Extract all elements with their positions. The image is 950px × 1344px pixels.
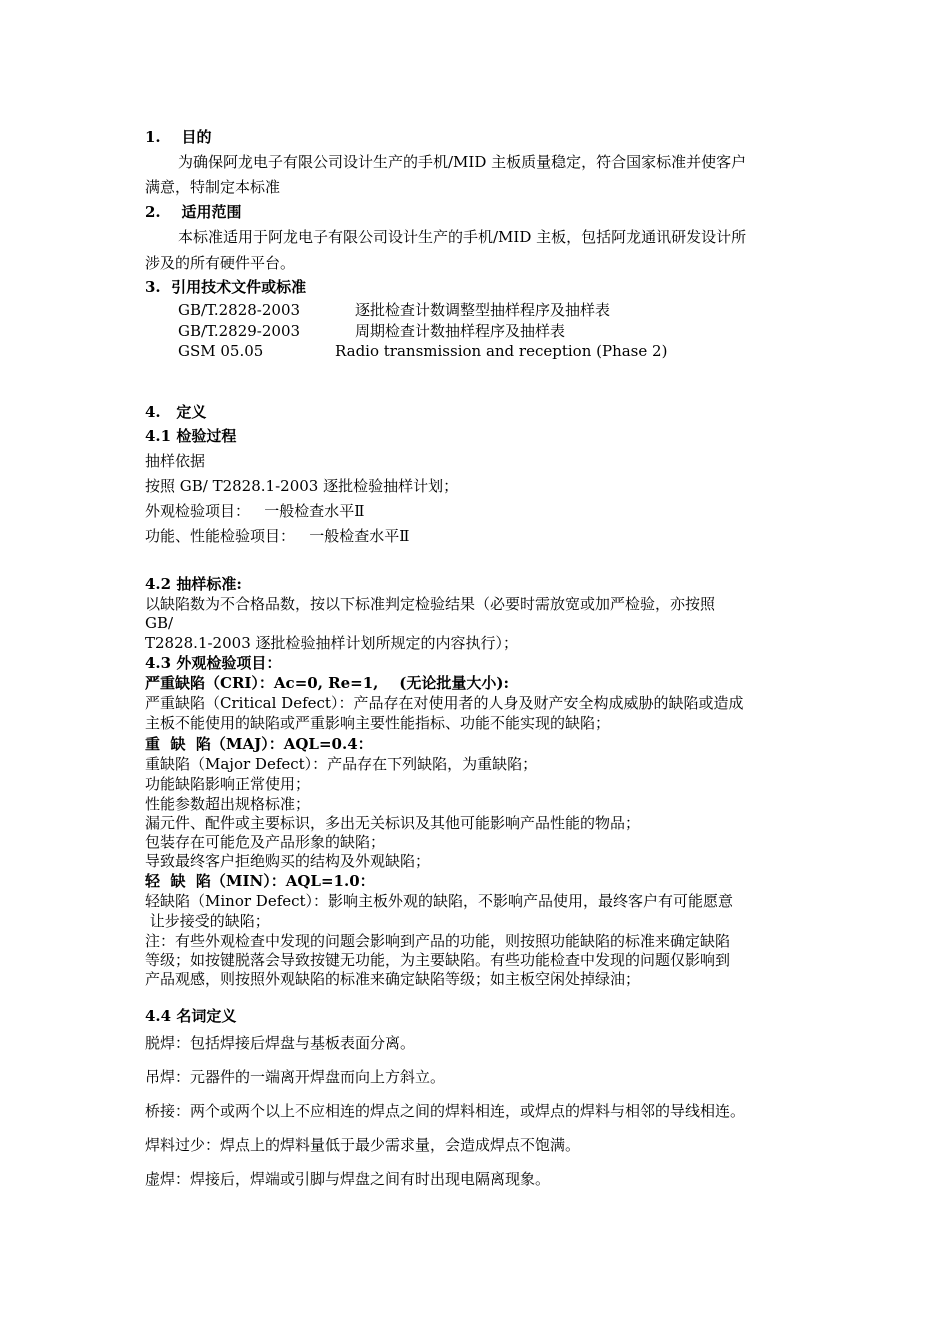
text-line: 轻缺陷（Minor Defect）：影响主板外观的缺陷，不影响产品使用，最终客户有可能愿意 [145,892,734,910]
text-line: 抽样依据 [145,452,206,470]
text-line: T2828.1-2003 逐批检验抽样计划所规定的内容执行）； [145,634,519,652]
section-1-heading: 1. 目的 [145,128,212,146]
text-line: 外观检验项目： 一般检查水平Ⅱ [145,502,365,520]
reference-title: 周期检查计数抽样程序及抽样表 [355,322,566,340]
text-line: 包装存在可能危及产品形象的缺陷； [145,833,386,851]
major-defect-heading: 重 缺 陷（MAJ）：AQL=0.4： [145,735,373,753]
section-3-heading: 3. 引用技术文件或标准 [145,278,307,296]
text-line: 严重缺陷（Critical Defect）：产品存在对使用者的人身及财产安全构成威胁的缺陷或造成 [145,694,744,712]
section-1-text-line: 满意，特制定本标准 [145,178,281,196]
text-line: 主板不能使用的缺陷或严重影响主要性能指标、功能不能实现的缺陷； [145,714,611,732]
term-definition: 桥接：两个或两个以上不应相连的焊点之间的焊料相连，或焊点的焊料与相邻的导线相连。 [145,1102,746,1120]
reference-code: GSM 05.05 [178,342,264,360]
text-line: 注：有些外观检查中发现的问题会影响到产品的功能，则按照功能缺陷的标准来确定缺陷 [145,932,731,950]
minor-defect-heading: 轻 缺 陷（MIN）：AQL=1.0： [145,872,375,890]
section-2-heading: 2. 适用范围 [145,203,242,221]
term-definition: 虚焊：焊接后，焊端或引脚与焊盘之间有时出现电隔离现象。 [145,1170,551,1188]
subsection-4-3-heading: 4.3 外观检验项目： [145,654,282,672]
subsection-4-1-heading: 4.1 检验过程 [145,427,237,445]
term-definition: 吊焊：元器件的一端离开焊盘而向上方斜立。 [145,1068,446,1086]
term-definition: 脱焊：包括焊接后焊盘与基板表面分离。 [145,1034,416,1052]
section-1-text-line: 为确保阿龙电子有限公司设计生产的手机/MID 主板质量稳定，符合国家标准并使客户 [178,153,747,171]
text-line: 让步接受的缺陷； [145,912,270,930]
subsection-4-2-heading: 4.2 抽样标准: [145,575,242,593]
text-line: 产品观感，则按照外观缺陷的标准来确定缺陷等级；如主板空闲处掉绿油； [145,970,641,988]
term-definition: 焊料过少：焊点上的焊料量低于最少需求量，会造成焊点不饱满。 [145,1136,581,1154]
text-line: 功能缺陷影响正常使用； [145,775,311,793]
critical-defect-heading: 严重缺陷（CRI）：Ac=0, Re=1, (无论批量大小): [145,674,510,692]
reference-title: Radio transmission and reception (Phase 2) [335,342,668,360]
text-line: 导致最终客户拒绝购买的结构及外观缺陷； [145,852,431,870]
text-line: 漏元件、配件或主要标识，多出无关标识及其他可能影响产品性能的物品； [145,814,641,832]
subsection-4-4-heading: 4.4 名词定义 [145,1007,237,1025]
text-line: 性能参数超出规格标准； [145,795,311,813]
section-2-text-line: 涉及的所有硬件平台。 [145,254,296,272]
reference-code: GB/T.2828-2003 [178,301,301,319]
text-line: 等级；如按键脱落会导致按键无功能，为主要缺陷。有些功能检查中发现的问题仅影响到 [145,951,731,969]
text-line: 以缺陷数为不合格品数，按以下标准判定检验结果（必要时需放宽或加严检验，亦按照 [145,595,716,613]
reference-title: 逐批检查计数调整型抽样程序及抽样表 [355,301,611,319]
reference-code: GB/T.2829-2003 [178,322,301,340]
section-2-text-line: 本标准适用于阿龙电子有限公司设计生产的手机/MID 主板，包括阿龙通讯研发设计所 [178,228,747,246]
text-line: 功能、性能检验项目： 一般检查水平Ⅱ [145,527,410,545]
text-line: 重缺陷（Major Defect）：产品存在下列缺陷，为重缺陷； [145,755,538,773]
text-line: 按照 GB/ T2828.1-2003 逐批检验抽样计划； [145,477,459,495]
text-line: GB/ [145,614,174,632]
section-4-heading: 4. 定义 [145,403,207,421]
